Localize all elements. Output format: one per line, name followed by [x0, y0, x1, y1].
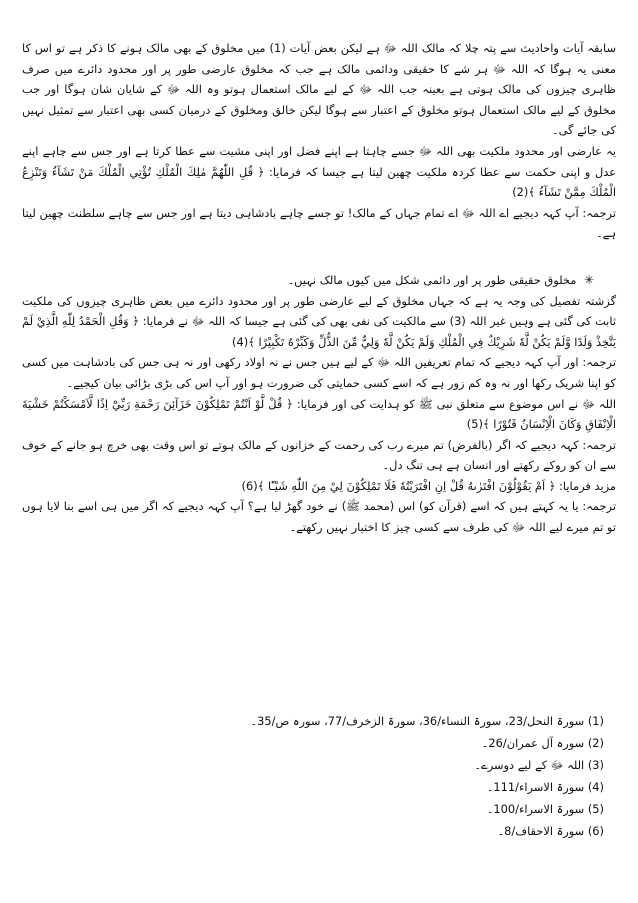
footnotes	[22, 710, 616, 842]
footnote: (4) سورۃ الاسراء/111۔	[486, 780, 604, 794]
paragraph: گزشتہ تفصیل کی وجہ یہ ہے کہ جہاں مخلوق کے لیے عارضی طور پر اور محدود دائرے میں بعض ظاہری چیزوں کی ملکیت ثابت کی گئی ہے وہیں غیر اللہ (3) سے مالکیت کی نفی بھی کی گئی ہے جیسا کہ اللہ ﷻ نے فرمایا: ﴿ وَقُلِ الْحَمْدُ لِلّٰهِ الَّذِيْ لَمْ يَتَّخِذْ وَلَدًا وَّلَمْ يَكُنْ لَّهٗ شَرِيْكٌ فِي الْمُلْكِ وَلَمْ يَكُنْ لَّهٗ وَلِيٌّ مِّنَ الذُّلِّ وَكَبِّرْهُ تَكْبِيْرًا ﴾(4)	[22, 293, 616, 349]
translation-paragraph: ترجمہ: اور آپ کہہ دیجیے کہ تمام تعریفیں اللہ ﷻ کے لیے ہیں جس نے نہ اولاد رکھی اور نہ ہی جس کی بادشاہت میں کسی کو اپنا شریک رکھا اور نہ وہ کم زور ہے کہ اسے کسی حمایتی کی ضرورت ہو اور آپ اس کی بڑی بڑائی بیان کیجیے۔	[22, 355, 616, 390]
section-heading-text: مخلوق حقیقی طور پر اور دائمی شکل میں کیوں مالک نہیں۔	[287, 272, 577, 287]
star-icon: ✳	[583, 272, 594, 287]
translation-paragraph: ترجمہ: یا یہ کہتے ہیں کہ اسے (قرآن کو) اس (محمد ﷺ) نے خود گھڑ لیا ہے؟ آپ کہہ دیجیے کہ اگر میں ہی اسے بنا لایا ہوں تو تم میرے لیے اللہ ﷻ کی طرف سے کسی چیز کا اختیار نہیں رکھتے۔	[22, 499, 616, 535]
paragraph: یہ عارضی اور محدود ملکیت بھی اللہ ﷻ جسے چاہتا ہے اپنے فضل اور اپنی مشیت سے عطا کرتا ہے اور جس سے چاہے اپنے عدل و اپنی حکمت سے عطا کردہ ملکیت چھین لیتا ہے جیسا کہ فرمایا: ﴿ قُلِ اللّٰهُمَّ مٰلِكَ الْمُلْكِ تُؤْتِي الْمُلْكَ مَنْ تَشَآءُ وَتَنْزِعُ الْمُلْكَ مِمَّنْ تَشَآءُ ﴾(2)	[22, 143, 616, 200]
footnote: (3) اللہ ﷻ کے لیے دوسرے۔	[474, 758, 604, 772]
translation-paragraph: ترجمہ: کہہ دیجیے کہ اگر (بالفرض) تم میرے رب کی رحمت کے خزانوں کے مالک ہوتے تو اس وقت بھی خرچ ہو جانے کے خوف سے ان کو روکے رکھتے اور انسان ہے ہی تنگ دل۔	[22, 437, 616, 473]
paragraph: سابقہ آیات واحادیث سے پتہ چلا کہ مالک اللہ ﷻ ہے لیکن بعض آیات (1) میں مخلوق کے بھی مالک ہونے کا ذکر ہے تو اس کا معنی یہ ہوگا کہ اللہ ﷻ ہر شے کا حقیقی ودائمی مالک ہے جب کہ مخلوق عارضی طور پر اور محدود دائرے میں صرف ظاہری چیزوں کی مالک ہوتی ہے بعینہ جب اللہ ﷻ کے لیے مالک استعمال ہوتو وہ اللہ ﷻ کے شایان شان ہوگا اور جب مخلوق کے لیے مالک استعمال ہوتو مخلوق کے اعتبار سے ہوگا لیکن خالق ومخلوق کے درمیان کسی بھی اعتبار سے تمثیل نہیں کی جائے گی۔	[22, 41, 616, 138]
footnote: (5) سورۃ الاسراء/100۔	[486, 802, 604, 816]
section-heading	[22, 270, 616, 291]
footnote: (6) سورۃ الاحقاف/8۔	[497, 824, 604, 838]
footnote: (1) سورۃ النحل/23، سورۃ النساء/36، سورۃ الزخرف/77، سورہ ص/35۔	[250, 714, 604, 728]
paragraph: اللہ ﷻ نے اس موضوع سے متعلق نبی ﷺ کو ہدایت کی اور فرمایا: ﴿ قُلْ لَّوْ اَنْتُمْ تَمْلِكُوْنَ خَزَآئِنَ رَحْمَةِ رَبِّيْٓ اِذًا لَّاَمْسَكْتُمْ خَشْيَةَ الْاِنْفَاقِ وَكَانَ الْاِنْسَانُ قَتُوْرًا ﴾(5)	[22, 396, 616, 432]
footnote: (2) سورہ آل عمران/26۔	[481, 736, 604, 750]
translation-paragraph: ترجمہ: آپ کہہ دیجیے اے اللہ ﷻ اے تمام جہاں کے مالک! تو جسے چاہے بادشاہی دیتا ہے اور جس سے چاہے سلطنت چھین لیتا ہے۔	[22, 205, 616, 241]
document-page	[22, 38, 616, 538]
paragraph: مزید فرمایا: ﴿ اَمْ يَقُوْلُوْنَ افْتَرٰىهُ قُلْ اِنِ افْتَرَيْتُهٗ فَلَا تَمْلِكُوْنَ لِيْ مِنَ اللّٰهِ شَيْـًٔا ﴾(6)	[241, 478, 616, 493]
